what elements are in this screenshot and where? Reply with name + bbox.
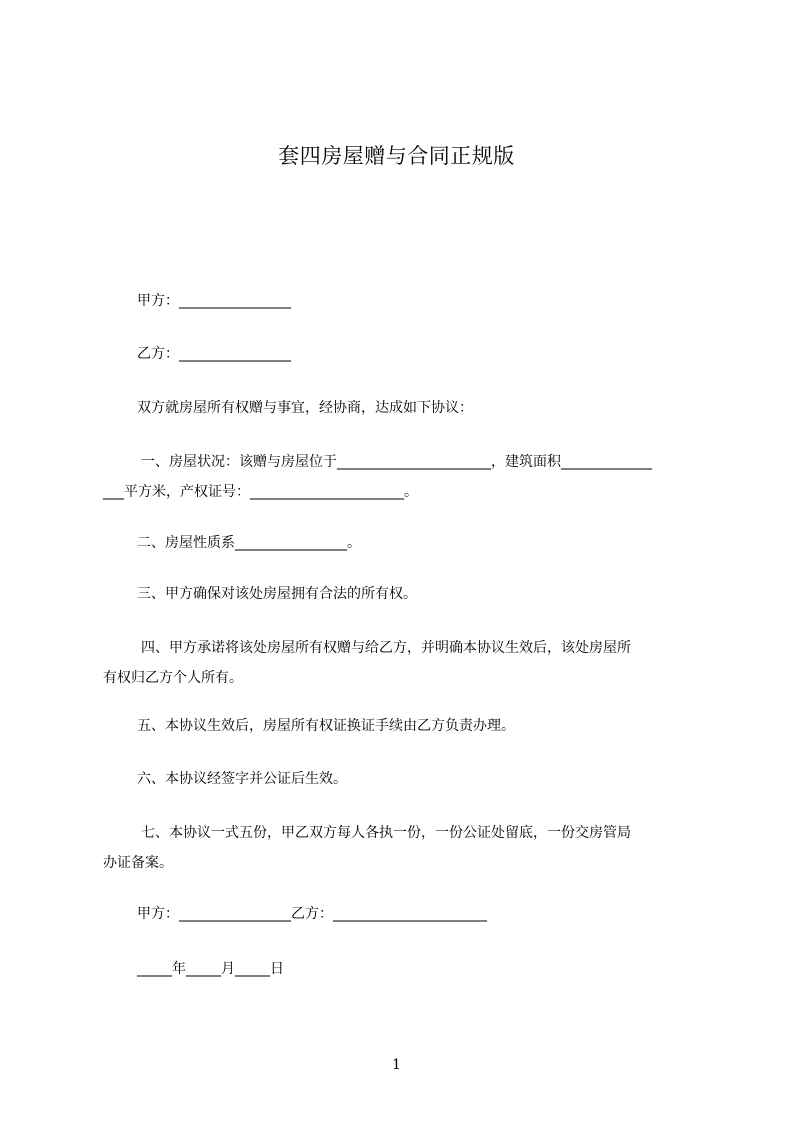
clause-1-row-1: 一、房屋状况：该赠与房屋位于______________________，建筑面积_____________ [141, 454, 652, 470]
clause-5-line: 五、本协议生效后，房屋所有权证换证手续由乙方负责办理。 [137, 718, 515, 734]
clause-7-row-2: 办证备案。 [103, 855, 173, 871]
page-number: 1 [392, 1057, 401, 1073]
clause-1-row-2: ___平方米，产权证号：______________________。 [103, 484, 418, 500]
clause-4-row-2: 有权归乙方个人所有。 [103, 670, 243, 686]
signature-line: 甲方：________________乙方：______________________ [137, 906, 487, 922]
clause-4-row-1: 四、甲方承诺将该处房屋所有权赠与给乙方，并明确本协议生效后，该处房屋所 [141, 640, 631, 656]
document-title: 套四房屋赠与合同正规版 [278, 144, 515, 168]
clause-6-line: 六、本协议经签字并公证后生效。 [137, 771, 347, 787]
clause-3-line: 三、甲方确保对该处房屋拥有合法的所有权。 [137, 586, 417, 602]
intro-paragraph: 双方就房屋所有权赠与事宜，经协商，达成如下协议： [137, 400, 473, 416]
party-b-line: 乙方：________________ [137, 346, 291, 362]
clause-4-paragraph [103, 633, 703, 693]
clause-1-paragraph [103, 447, 703, 507]
clause-7-row-1: 七、本协议一式五份，甲乙双方每人各执一份，一份公证处留底，一份交房管局 [141, 825, 631, 841]
date-line: _____年_____月_____日 [137, 961, 284, 977]
party-a-line: 甲方：________________ [137, 293, 291, 309]
clause-7-paragraph [103, 818, 703, 878]
clause-2-line: 二、房屋性质系________________。 [137, 535, 361, 551]
